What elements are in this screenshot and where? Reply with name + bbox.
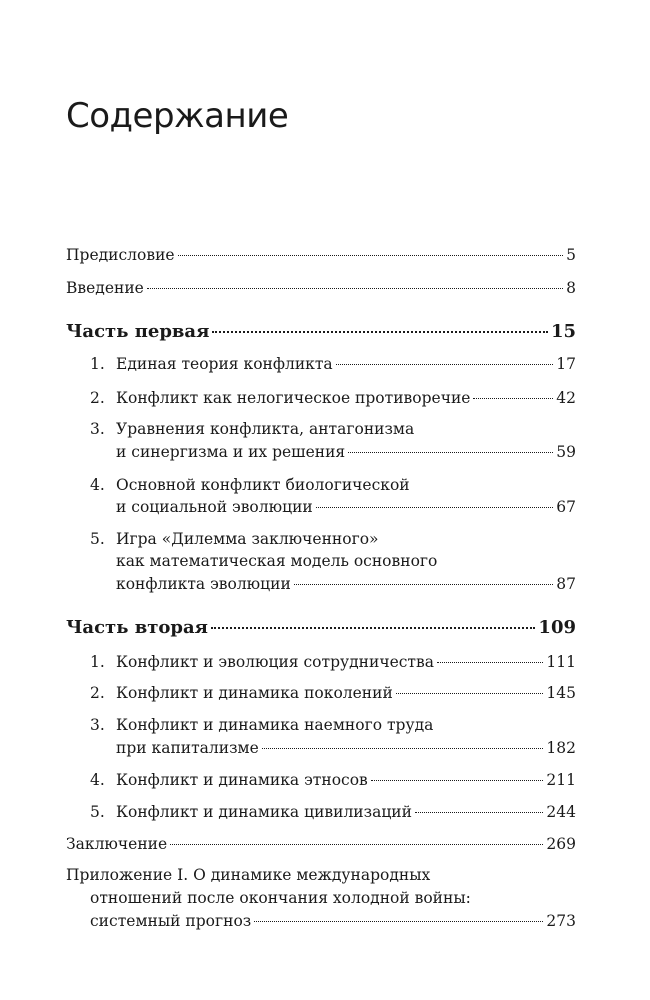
chapter-number: 1. xyxy=(90,653,105,671)
chapter-number: 4. xyxy=(90,476,105,494)
chapter-title-cont: конфликта эволюции xyxy=(116,575,291,593)
toc-entry-title: Введение xyxy=(66,279,144,297)
toc-entry-preface[interactable] xyxy=(66,244,576,266)
toc-entry-introduction[interactable] xyxy=(66,277,576,299)
toc-chapter-2-3[interactable] xyxy=(116,737,576,759)
chapter-title: Конфликт и динамика поколений xyxy=(116,684,393,702)
toc-chapter-1-4-line1[interactable] xyxy=(90,474,410,496)
chapter-number: 2. xyxy=(90,684,105,702)
toc-entry-appendix[interactable] xyxy=(90,910,576,932)
appendix-title-cont: системный прогноз xyxy=(90,912,252,930)
chapter-page: 145 xyxy=(546,684,576,702)
toc-chapter-1-4[interactable] xyxy=(116,496,576,518)
chapter-title: Уравнения конфликта, антагонизма xyxy=(116,420,415,438)
chapter-title: Конфликт и динамика наемного труда xyxy=(116,716,434,734)
toc-part-two[interactable] xyxy=(66,617,576,639)
dot-leader xyxy=(348,452,553,453)
dot-leader xyxy=(437,662,543,663)
chapter-page: 42 xyxy=(556,389,576,407)
toc-entry-page: 273 xyxy=(546,912,576,930)
dot-leader xyxy=(170,844,543,845)
toc-chapter-1-3[interactable] xyxy=(116,441,576,463)
chapter-title: Единая теория конфликта xyxy=(116,355,333,373)
toc-chapter-1-5[interactable] xyxy=(116,573,576,595)
dot-leader xyxy=(396,693,544,694)
chapter-title: Конфликт и динамика этносов xyxy=(116,771,368,789)
toc-entry-page: 269 xyxy=(546,835,576,853)
chapter-title: Конфликт как нелогическое противоречие xyxy=(116,389,471,407)
chapter-number: 3. xyxy=(90,420,105,438)
toc-chapter-2-3-line1[interactable] xyxy=(90,714,433,736)
dot-leader xyxy=(294,584,553,585)
chapter-page: 59 xyxy=(556,443,576,461)
toc-chapter-1-5-line2 xyxy=(116,550,437,572)
chapter-title-cont: и социальной эволюции xyxy=(116,498,313,516)
toc-entry-appendix-line1[interactable] xyxy=(66,864,430,886)
toc-entry-page: 8 xyxy=(566,279,576,297)
chapter-number: 2. xyxy=(90,389,105,407)
chapter-title-cont: и синергизма и их решения xyxy=(116,443,346,461)
chapter-number: 5. xyxy=(90,803,105,821)
toc-part-one[interactable] xyxy=(66,321,576,343)
chapter-title: Основной конфликт биологической xyxy=(116,476,410,494)
toc-part-page: 109 xyxy=(538,617,576,638)
toc-entry-appendix-line2 xyxy=(90,887,471,909)
chapter-page: 182 xyxy=(546,739,576,757)
chapter-page: 211 xyxy=(546,771,576,789)
toc-chapter-1-3-line1[interactable] xyxy=(90,418,414,440)
chapter-title-cont: как математическая модель основного xyxy=(116,552,438,570)
dot-leader xyxy=(178,255,564,256)
dot-leader xyxy=(262,748,544,749)
appendix-title-cont: отношений после окончания холодной войны: xyxy=(90,889,471,907)
chapter-page: 111 xyxy=(546,653,576,671)
chapter-number: 5. xyxy=(90,530,105,548)
toc-part-page: 15 xyxy=(550,321,576,342)
toc-part-title: Часть первая xyxy=(66,321,210,342)
chapter-page: 87 xyxy=(556,575,576,593)
chapter-page: 17 xyxy=(556,355,576,373)
dot-leader xyxy=(316,507,554,508)
chapter-title: Конфликт и эволюция сотрудничества xyxy=(116,653,434,671)
toc-chapter-2-2[interactable] xyxy=(90,682,576,704)
chapter-page: 244 xyxy=(546,803,576,821)
dot-leader xyxy=(371,780,544,781)
chapter-number: 3. xyxy=(90,716,105,734)
toc-entry-conclusion[interactable] xyxy=(66,833,576,855)
toc-part-title: Часть вторая xyxy=(66,617,208,638)
dot-leader xyxy=(254,921,543,922)
toc-entry-title: Предисловие xyxy=(66,246,175,264)
toc-chapter-2-4[interactable] xyxy=(90,769,576,791)
appendix-title: Приложение I. О динамике международных xyxy=(66,866,431,884)
chapter-title: Конфликт и динамика цивилизаций xyxy=(116,803,412,821)
chapter-title-cont: при капитализме xyxy=(116,739,259,757)
dot-leader xyxy=(473,398,553,399)
chapter-number: 4. xyxy=(90,771,105,789)
dot-leader xyxy=(211,627,536,629)
page-title: Содержание xyxy=(66,96,289,136)
toc-chapter-1-1[interactable] xyxy=(90,353,576,375)
dot-leader xyxy=(415,812,543,813)
chapter-number: 1. xyxy=(90,355,105,373)
dot-leader xyxy=(147,288,563,289)
toc-chapter-2-5[interactable] xyxy=(90,801,576,823)
chapter-page: 67 xyxy=(556,498,576,516)
toc-chapter-1-2[interactable] xyxy=(90,387,576,409)
toc-chapter-1-5-line1[interactable] xyxy=(90,528,379,550)
toc-entry-page: 5 xyxy=(566,246,576,264)
toc-chapter-2-1[interactable] xyxy=(90,651,576,673)
dot-leader xyxy=(336,364,554,365)
chapter-title: Игра «Дилемма заключенного» xyxy=(116,530,379,548)
dot-leader xyxy=(212,331,548,333)
toc-entry-title: Заключение xyxy=(66,835,168,853)
